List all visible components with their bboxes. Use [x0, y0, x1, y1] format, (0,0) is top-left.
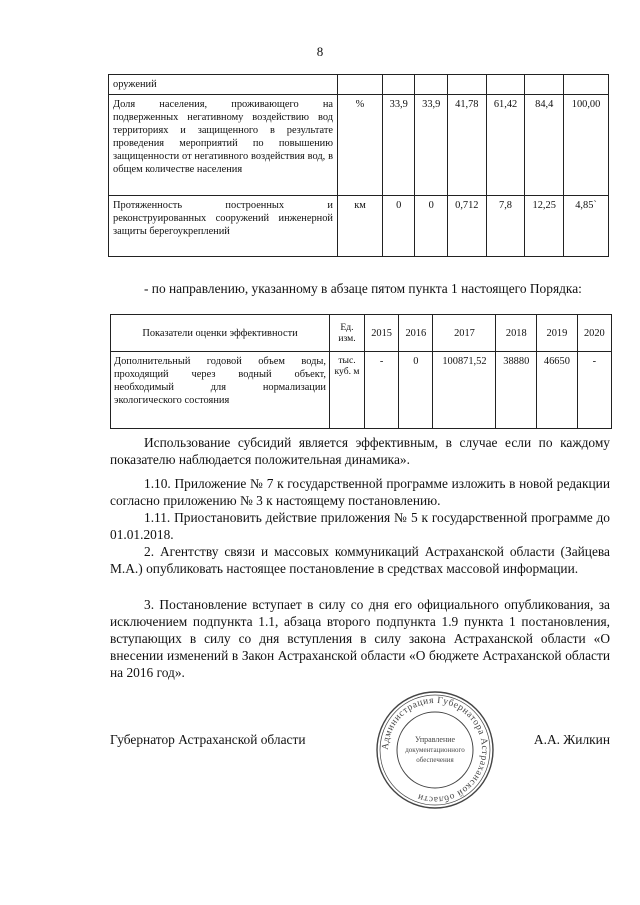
indicator-value: 33,9 — [415, 95, 447, 196]
seal-ring-text: Администрация Губернатора Астраханской области — [380, 695, 490, 805]
column-header: Ед. изм. — [330, 315, 365, 352]
column-header: 2017 — [433, 315, 496, 352]
indicator-value: 12,25 — [525, 196, 564, 257]
indicator-value: - — [577, 352, 611, 429]
table-row — [109, 196, 609, 257]
indicator-value: 0,712 — [447, 196, 486, 257]
page-number: 8 — [316, 44, 324, 59]
indicator-unit: км — [338, 196, 383, 257]
signatory-position: Губернатор Астраханской области — [110, 732, 306, 747]
indicator-value: 0 — [415, 196, 447, 257]
indicator-value: 46650 — [537, 352, 578, 429]
indicator-value: 61,42 — [486, 95, 525, 196]
paragraph: Использование субсидий является эффективным, в случае если по каждому показателю наблюдается положительная динамика». — [110, 435, 610, 467]
column-header: 2019 — [537, 315, 578, 352]
column-header: 2020 — [577, 315, 611, 352]
indicator-value: 0 — [383, 196, 415, 257]
indicator-value: 0 — [399, 352, 433, 429]
indicator-unit — [338, 75, 383, 95]
seal-center-line: документационного — [405, 746, 465, 754]
indicator-value: 41,78 — [447, 95, 486, 196]
indicators-table — [108, 74, 609, 257]
column-header: Показатели оценки эффективности — [111, 315, 330, 352]
indicator-value: 7,8 — [486, 196, 525, 257]
seal-center-line: обеспечения — [416, 756, 454, 764]
paragraph: 1.11. Приостановить действие приложения № 5 к государственной программе до 01.01.2018. — [110, 510, 610, 542]
indicator-unit: % — [338, 95, 383, 196]
table-row — [111, 352, 612, 429]
official-seal — [373, 688, 497, 812]
indicator-value — [525, 75, 564, 95]
efficiency-table — [110, 314, 612, 429]
table-row — [109, 75, 609, 95]
column-header: 2016 — [399, 315, 433, 352]
indicator-name: оружений — [109, 75, 338, 95]
seal-center-line: Управление — [414, 735, 456, 744]
column-header: 2018 — [496, 315, 537, 352]
indicator-name: Дополнительный годовой объем воды, проходящий через водный объект, необходимый для нормализации экологического состояния — [111, 352, 330, 429]
indicator-value: 100,00 — [564, 95, 609, 196]
indicator-name: Доля населения, проживающего на подверженных негативному воздействию вод территориях и защищенного в результате проведения мероприятий по повышению защищенности от негативного воздействия вод, в общем количестве населения — [109, 95, 338, 196]
indicator-unit: тыс. куб. м — [330, 352, 365, 429]
indicator-value — [415, 75, 447, 95]
indicator-value — [564, 75, 609, 95]
column-header: 2015 — [365, 315, 399, 352]
indicator-name: Протяженность построенных и реконструированных сооружений инженерной защиты берегоукреплений — [109, 196, 338, 257]
indicator-value: - — [365, 352, 399, 429]
indicator-value: 84,4 — [525, 95, 564, 196]
indicator-value — [447, 75, 486, 95]
signatory-name: А.А. Жилкин — [533, 732, 610, 747]
indicator-value: 100871,52 — [433, 352, 496, 429]
paragraph: 2. Агентству связи и массовых коммуникаций Астраханской области (Зайцева М.А.) опубликовать настоящее постановление в средствах массовой информации. — [110, 544, 610, 576]
indicator-value: 4,85` — [564, 196, 609, 257]
indicator-value — [486, 75, 525, 95]
paragraph: 1.10. Приложение № 7 к государственной программе изложить в новой редакции согласно приложению № 3 к настоящему постановлению. — [110, 476, 610, 508]
table-header-row — [111, 315, 612, 352]
indicator-value — [383, 75, 415, 95]
indicator-value: 38880 — [496, 352, 537, 429]
paragraph: 3. Постановление вступает в силу со дня его официального опубликования, за исключением подпункта 1.1, абзаца второго подпункта 1.9 пункта 1 постановления, вступающих в силу со дня вступления в силу закона Астраханской области «О внесении изменений в Закон Астраханской области «О бюджете Астраханской области на 2016 год». — [110, 597, 610, 680]
direction-text: - по направлению, указанному в абзаце пятом пункта 1 настоящего Порядка: — [144, 281, 582, 296]
indicator-value: 33,9 — [383, 95, 415, 196]
table-row — [109, 95, 609, 196]
